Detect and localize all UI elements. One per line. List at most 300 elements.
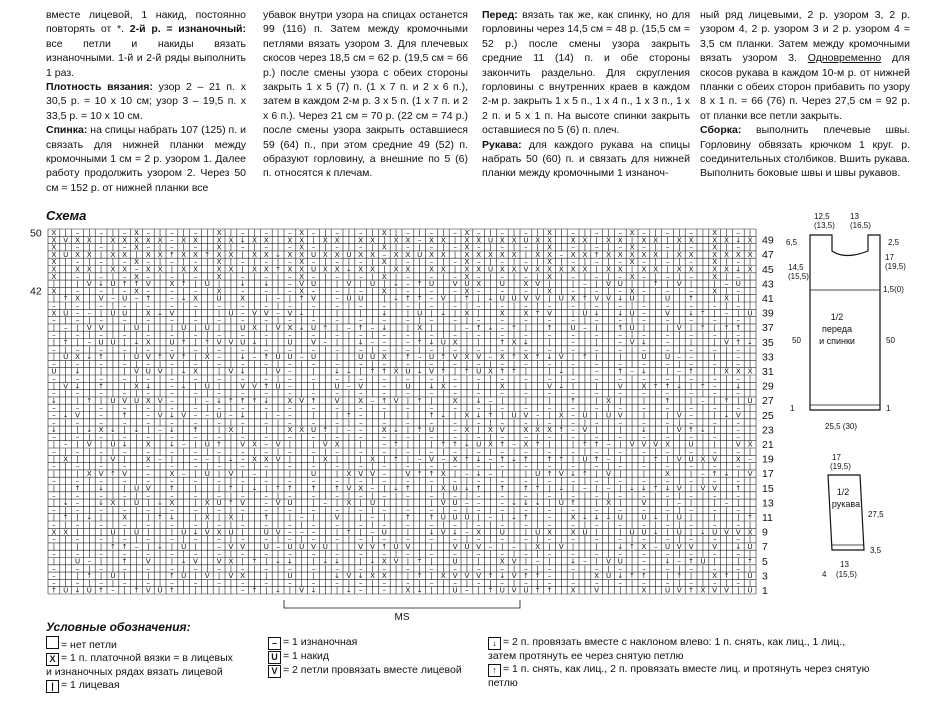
chart-stitch: –	[665, 331, 670, 340]
chart-stitch: |	[489, 272, 492, 281]
chart-stitch: |	[701, 375, 705, 383]
chart-stitch: –	[358, 462, 363, 471]
chart-stitch: |	[158, 440, 162, 449]
chart-stitch: |	[583, 287, 587, 296]
chart-stitch: –	[75, 360, 80, 369]
chart-stitch: |	[371, 535, 374, 544]
chart-stitch: U	[157, 586, 163, 595]
chart-stitch: |	[748, 506, 752, 515]
chart-stitch: –	[252, 469, 257, 478]
chart-stitch: –	[618, 243, 623, 252]
chart-stitch: –	[594, 272, 599, 281]
chart-stitch: –	[264, 535, 269, 544]
chart-stitch: U	[428, 426, 435, 435]
chart-stitch: |	[607, 338, 610, 347]
chart-stitch: |	[135, 477, 138, 486]
chart-stitch: X	[405, 236, 411, 245]
row-label-right: 39	[762, 307, 774, 320]
chart-stitch: V	[476, 542, 482, 551]
chart-stitch: U	[110, 280, 116, 289]
chart-stitch: |	[335, 542, 339, 551]
chart-stitch: ↑	[168, 572, 175, 581]
chart-stitch: –	[99, 462, 103, 471]
chart-stitch: |	[217, 469, 221, 478]
chart-stitch: X	[240, 294, 246, 303]
chart-stitch: |	[229, 302, 233, 310]
chart-stitch: –	[288, 331, 292, 340]
chart-stitch: ↑	[157, 353, 164, 362]
chart-stitch: ↑	[534, 440, 541, 449]
chart-stitch: |	[748, 564, 752, 573]
chart-stitch: V	[145, 353, 151, 362]
chart-stitch: |	[158, 550, 162, 559]
chart-stitch: –	[594, 331, 599, 340]
chart-stitch: |	[607, 506, 610, 515]
chart-stitch: –	[358, 272, 363, 281]
chart-stitch: |	[560, 440, 563, 449]
chart-stitch: –	[476, 564, 481, 573]
chart-stitch: U	[747, 542, 753, 551]
chart-stitch: |	[88, 243, 91, 252]
chart-stitch: –	[288, 550, 292, 559]
chart-stitch: –	[689, 564, 693, 573]
chart-stitch: U	[499, 528, 505, 537]
chart-stitch: |	[560, 375, 563, 383]
chart-stitch: ↓	[664, 484, 671, 493]
chart-stitch: U	[181, 542, 187, 551]
chart-stitch: |	[111, 535, 115, 544]
chart-stitch: |	[442, 535, 445, 544]
chart-stitch: |	[394, 331, 398, 340]
chart-stitch: |	[548, 338, 551, 347]
chart-stitch: |	[253, 280, 256, 289]
chart-stitch: |	[300, 404, 303, 413]
row-label-right: 43	[762, 278, 774, 291]
chart-stitch: ↑	[251, 557, 258, 566]
chart-stitch: |	[229, 477, 233, 486]
chart-stitch: |	[630, 564, 634, 573]
chart-stitch: –	[712, 316, 717, 325]
chart-stitch: |	[536, 302, 539, 310]
chart-stitch: |	[371, 287, 374, 296]
chart-stitch: –	[87, 338, 92, 347]
chart-stitch: |	[666, 572, 669, 581]
chart-stitch: –	[712, 375, 717, 383]
chart-stitch: –	[677, 367, 682, 376]
chart-stitch: ↑	[204, 250, 211, 259]
chart-stitch: |	[654, 491, 657, 500]
chart-stitch: –	[288, 491, 292, 500]
chart-stitch: –	[99, 316, 103, 325]
chart-stitch: –	[382, 433, 387, 442]
chart-stitch: |	[371, 294, 374, 303]
chart-stitch: |	[194, 499, 197, 508]
chart-stitch: –	[122, 287, 127, 296]
chart-stitch: |	[489, 382, 492, 391]
chart-stitch: |	[324, 309, 327, 318]
chart-stitch: X	[334, 250, 340, 259]
chart-stitch: X	[98, 426, 104, 435]
chart-stitch: |	[512, 389, 516, 398]
chart-stitch: |	[123, 338, 126, 347]
chart-stitch: ↑	[699, 309, 706, 318]
chart-stitch: –	[642, 557, 646, 566]
chart-stitch: –	[571, 550, 575, 559]
legend-col-3	[488, 636, 873, 690]
chart-stitch: ↓	[157, 309, 164, 318]
chart-stitch: |	[607, 528, 610, 537]
chart-stitch: |	[64, 396, 67, 405]
chart-stitch: V	[86, 440, 92, 449]
chart-stitch: V	[476, 353, 482, 362]
legend-symbol: ↑	[488, 664, 501, 677]
chart-stitch: –	[406, 462, 410, 471]
chart-stitch: |	[300, 506, 303, 515]
chart-stitch: |	[123, 426, 126, 435]
chart-stitch: –	[547, 360, 552, 369]
chart-stitch: |	[725, 272, 728, 281]
chart-stitch: –	[240, 448, 245, 456]
chart-stitch: |	[524, 250, 528, 259]
chart-stitch: X	[617, 250, 623, 259]
chart-stitch: |	[276, 287, 280, 296]
chart-stitch: ↓	[74, 382, 81, 391]
chart-stitch: –	[288, 462, 292, 471]
chart-stitch: –	[311, 491, 316, 500]
chart-stitch: |	[371, 404, 374, 413]
chart-stitch: |	[182, 287, 185, 296]
chart-stitch: V	[240, 542, 246, 551]
chart-stitch: |	[276, 426, 280, 435]
chart-stitch: |	[560, 229, 563, 237]
chart-stitch: V	[252, 382, 257, 391]
chart-stitch: –	[689, 353, 693, 362]
chart-stitch: |	[324, 360, 327, 369]
chart-stitch: –	[335, 418, 339, 427]
chart-stitch: V	[228, 469, 234, 478]
chart-stitch: |	[560, 535, 563, 544]
chart-stitch: X	[216, 265, 222, 274]
chart-stitch: |	[347, 375, 351, 383]
chart-stitch: U	[369, 280, 376, 289]
chart-stitch: |	[465, 448, 469, 456]
chart-stitch: –	[52, 404, 56, 413]
chart-stitch: –	[240, 455, 245, 464]
chart-stitch: –	[618, 331, 623, 340]
chart-stitch: –	[99, 477, 103, 486]
dim-text: 17	[832, 453, 841, 462]
chart-stitch: |	[123, 323, 126, 332]
chart-stitch: ↓	[239, 353, 246, 362]
chart-stitch: |	[347, 550, 351, 559]
chart-stitch: |	[654, 469, 657, 478]
chart-stitch: V	[63, 236, 69, 245]
chart-stitch: –	[170, 506, 174, 515]
chart-stitch: |	[182, 389, 185, 398]
chart-stitch: –	[99, 521, 103, 529]
chart-stitch: |	[229, 389, 233, 398]
chart-stitch: –	[665, 448, 670, 456]
chart-stitch: |	[206, 477, 209, 486]
chart-stitch: –	[476, 491, 481, 500]
chart-stitch: |	[560, 462, 563, 471]
chart-stitch: |	[347, 360, 351, 369]
chart-stitch: |	[324, 272, 327, 281]
chart-stitch: –	[146, 448, 151, 456]
chart-stitch: |	[147, 499, 150, 508]
chart-stitch: V	[346, 484, 352, 493]
chart-stitch: |	[253, 367, 256, 376]
chart-stitch: |	[229, 564, 233, 573]
chart-stitch: U	[346, 250, 352, 259]
chart-stitch: ↓	[428, 382, 435, 391]
chart-stitch: |	[465, 331, 469, 340]
chart-stitch: V	[240, 382, 246, 391]
chart-stitch: |	[583, 338, 587, 347]
chart-stitch: X	[263, 250, 269, 259]
chart-stitch: X	[665, 440, 670, 449]
chart-stitch: ↓	[263, 396, 270, 405]
chart-stitch: X	[134, 382, 139, 391]
chart-stitch: –	[712, 579, 717, 588]
chart-stitch: –	[170, 294, 174, 303]
chart-stitch: –	[453, 229, 457, 237]
chart-stitch: |	[99, 236, 103, 245]
chart-stitch: –	[311, 477, 316, 486]
chart-stitch: |	[158, 535, 162, 544]
chart-stitch: |	[442, 280, 445, 289]
chart-stitch: X	[582, 265, 588, 274]
chart-stitch: –	[217, 375, 221, 383]
chart-stitch: X	[547, 272, 552, 281]
chart-stitch: |	[583, 499, 587, 508]
chart-stitch: X	[747, 367, 753, 376]
chart-stitch: |	[442, 550, 445, 559]
chart-stitch: ↑	[416, 426, 423, 435]
chart-stitch: –	[52, 360, 56, 369]
dim-text: 50	[886, 336, 895, 345]
chart-stitch: |	[489, 521, 492, 529]
chart-stitch: |	[52, 455, 56, 464]
chart-stitch: X	[381, 287, 387, 296]
chart-stitch: X	[145, 455, 151, 464]
chart-stitch: X	[570, 586, 576, 595]
chart-stitch: –	[500, 345, 505, 354]
chart-stitch: |	[654, 506, 657, 515]
chart-stitch: –	[63, 440, 68, 449]
chart-stitch: –	[571, 375, 575, 383]
chart-stitch: |	[465, 404, 469, 413]
chart-stitch: –	[358, 521, 363, 529]
chart-stitch: V	[523, 294, 529, 303]
chart-stitch: |	[713, 440, 716, 449]
chart-stitch: –	[52, 579, 56, 588]
chart-stitch: |	[347, 462, 351, 471]
chart-stitch: |	[713, 338, 716, 347]
chart-stitch: X	[735, 367, 741, 376]
chart-stitch: –	[642, 564, 646, 573]
chart-stitch: |	[701, 572, 705, 581]
chart-stitch: X	[629, 229, 635, 237]
chart-stitch: ↑	[711, 469, 718, 478]
chart-stitch: |	[300, 389, 303, 398]
chart-stitch: –	[299, 353, 304, 362]
chart-stitch: |	[701, 389, 705, 398]
chart-stitch: |	[76, 572, 79, 581]
dim-text: (19,5)	[830, 462, 851, 471]
chart-stitch: |	[630, 433, 634, 442]
chart-stitch: U	[216, 411, 222, 420]
chart-stitch: |	[371, 506, 374, 515]
chart-stitch: –	[500, 375, 505, 383]
chart-stitch: |	[725, 331, 728, 340]
chart-stitch: |	[654, 309, 657, 318]
chart-stitch: |	[88, 528, 91, 537]
chart-stitch: X	[405, 265, 411, 274]
chart-stitch: |	[158, 323, 162, 332]
chart-stitch: –	[500, 418, 505, 427]
chart-stitch: |	[607, 579, 610, 588]
chart-stitch: X	[299, 236, 305, 245]
chart-stitch: |	[76, 440, 79, 449]
legend-text: = 1 лицевая	[61, 679, 120, 691]
chart-stitch: –	[606, 484, 611, 493]
chart-stitch: U	[464, 280, 470, 289]
chart-stitch: –	[500, 491, 505, 500]
chart-stitch: –	[524, 272, 528, 281]
chart-stitch: |	[394, 513, 398, 522]
chart-stitch: –	[406, 338, 410, 347]
chart-stitch: –	[524, 360, 528, 369]
chart-stitch: –	[75, 448, 80, 456]
chart-stitch: ↓	[558, 367, 565, 376]
chart-stitch: V	[322, 440, 328, 449]
chart-stitch: –	[736, 535, 741, 544]
chart-stitch: ↑	[511, 353, 518, 362]
chart-stitch: V	[299, 396, 305, 405]
chart-stitch: –	[429, 579, 434, 588]
chart-stitch: |	[170, 542, 174, 551]
text-run-bold: 2-й р. = изнаночный:	[129, 23, 247, 36]
chart-stitch: |	[465, 491, 469, 500]
chart-stitch: |	[288, 513, 292, 522]
chart-stitch: |	[571, 280, 575, 289]
chart-stitch: V	[665, 309, 670, 318]
chart-stitch: X	[240, 572, 246, 581]
chart-stitch: –	[594, 462, 599, 471]
chart-stitch: –	[736, 462, 741, 471]
chart-stitch: U	[63, 586, 69, 595]
chart-stitch: |	[713, 353, 716, 362]
chart-stitch: |	[335, 280, 339, 289]
chart-stitch: X	[393, 250, 399, 259]
chart-stitch: |	[418, 418, 421, 427]
chart-stitch: |	[737, 294, 740, 303]
chart-stitch: –	[594, 375, 599, 383]
chart-stitch: |	[288, 586, 292, 595]
chart-stitch: ↓	[381, 323, 388, 332]
chart-stitch: ↑	[86, 396, 93, 405]
chart-stitch: –	[193, 272, 198, 281]
chart-stitch: |	[371, 462, 374, 471]
chart-stitch: V	[440, 499, 446, 508]
chart-stitch: |	[619, 586, 622, 595]
chart-stitch: |	[52, 542, 56, 551]
chart-stitch: |	[701, 331, 705, 340]
chart-stitch: ↓	[499, 572, 506, 581]
chart-stitch: |	[583, 375, 587, 383]
chart-stitch: X	[464, 353, 470, 362]
chart-stitch: –	[453, 258, 457, 267]
chart-stitch: |	[359, 280, 362, 289]
chart-stitch: –	[52, 535, 56, 544]
chart-stitch: |	[52, 323, 56, 332]
chart-stitch: |	[465, 338, 469, 347]
chart-stitch: |	[418, 316, 421, 325]
chart-stitch: ↓	[168, 513, 175, 522]
chart-stitch: –	[642, 448, 646, 456]
chart-stitch: |	[265, 484, 268, 493]
chart-stitch: –	[264, 433, 269, 442]
chart-stitch: |	[654, 404, 657, 413]
chart-stitch: –	[335, 229, 339, 237]
chart-stitch: –	[594, 550, 599, 559]
chart-stitch: X	[535, 250, 541, 259]
chart-stitch: |	[654, 433, 657, 442]
chart-stitch: |	[630, 491, 634, 500]
chart-stitch: |	[64, 316, 67, 325]
chart-stitch: |	[324, 506, 327, 515]
chart-stitch: –	[618, 579, 623, 588]
chart-stitch: –	[193, 302, 198, 310]
chart-stitch: X	[535, 542, 541, 551]
chart-stitch: X	[216, 528, 222, 537]
chart-stitch: X	[429, 236, 434, 245]
chart-stitch: |	[312, 367, 315, 376]
chart-stitch: –	[170, 550, 174, 559]
chart-stitch: |	[347, 236, 351, 245]
chart-stitch: ↑	[463, 294, 470, 303]
chart-stitch: |	[383, 499, 386, 508]
chart-stitch: ↓	[558, 484, 565, 493]
chart-stitch: U	[299, 542, 305, 551]
chart-stitch: X	[157, 250, 163, 259]
chart-stitch: |	[170, 265, 174, 274]
chart-stitch: ↑	[345, 411, 352, 420]
chart-stitch: ↑	[109, 469, 116, 478]
chart-stitch: ↓	[50, 396, 57, 405]
chart-stitch: |	[701, 448, 705, 456]
chart-stitch: |	[123, 484, 126, 493]
chart-stitch: V	[145, 280, 151, 289]
chart-stitch: |	[64, 572, 67, 581]
chart-stitch: U	[747, 396, 753, 405]
chart-stitch: |	[158, 462, 162, 471]
chart-stitch: |	[418, 535, 421, 544]
chart-stitch: V	[134, 367, 139, 376]
chart-stitch: –	[382, 491, 387, 500]
chart-stitch: |	[229, 316, 233, 325]
chart-stitch: |	[418, 499, 421, 508]
chart-stitch: –	[465, 586, 469, 595]
chart-stitch: U	[110, 572, 116, 581]
chart-stitch: –	[406, 280, 410, 289]
chart-stitch: |	[135, 535, 138, 544]
chart-stitch: |	[713, 323, 716, 332]
chart-stitch: –	[382, 506, 387, 515]
chart-stitch: –	[240, 506, 245, 515]
chart-stitch: |	[111, 345, 115, 354]
